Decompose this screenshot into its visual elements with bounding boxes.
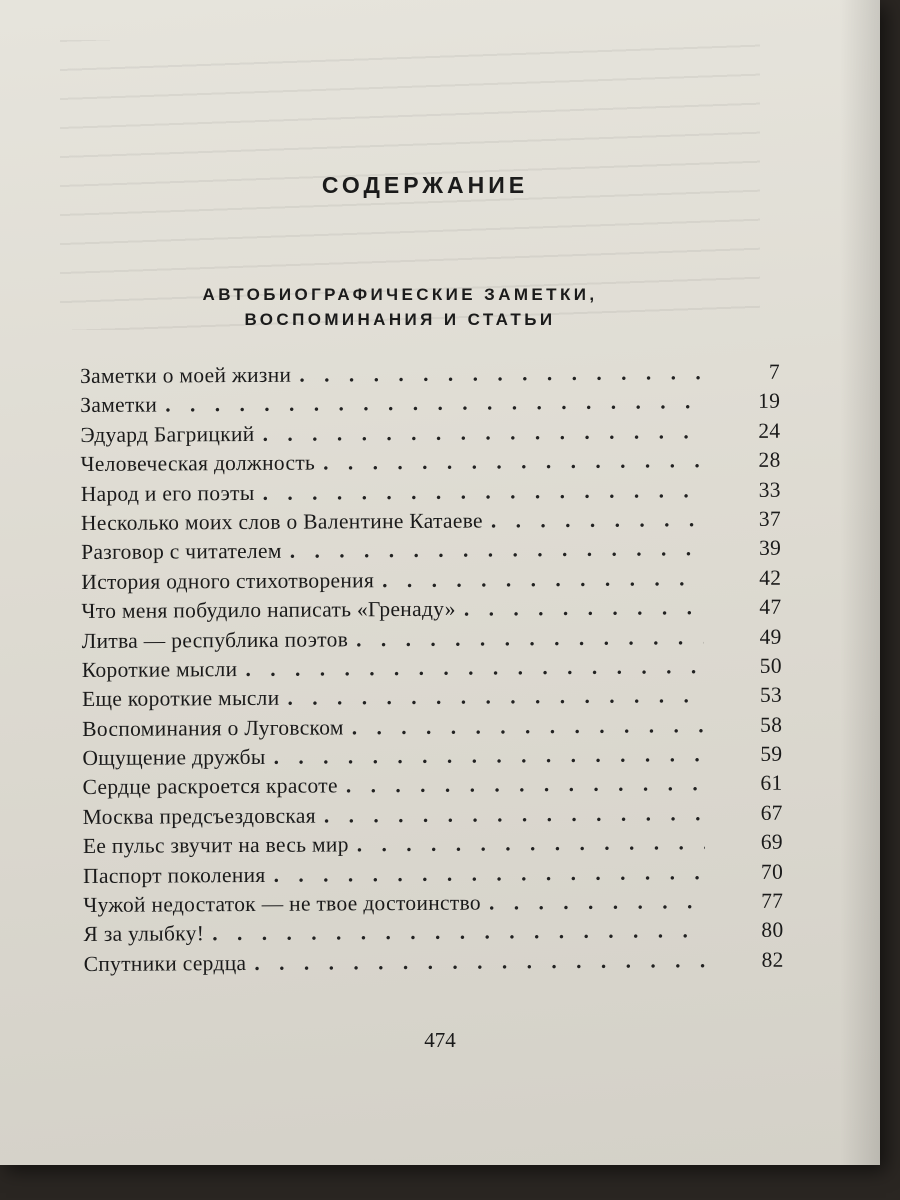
- toc-entry: [80, 360, 780, 394]
- leader-dots: [356, 625, 704, 652]
- toc-entry-title: Заметки о моей жизни: [80, 362, 292, 388]
- toc-entry-title: Человеческая должность: [80, 450, 316, 477]
- toc-entry: [82, 624, 782, 658]
- toc-entry: [80, 419, 780, 453]
- leader-dots: [299, 360, 702, 387]
- toc-entry-title: Сердце раскроется красоте: [82, 773, 338, 800]
- toc-entry-page: 49: [759, 624, 782, 649]
- toc-entry-page: 61: [760, 771, 783, 796]
- toc-entry-title: Спутники сердца: [83, 950, 247, 976]
- toc-entry-page: 7: [768, 359, 781, 384]
- leader-dots: [382, 566, 703, 593]
- toc-entry-page: 50: [759, 653, 782, 678]
- toc-entry-title: Короткие мысли: [81, 656, 238, 682]
- leader-dots: [324, 801, 705, 828]
- toc-entry-title: Эдуард Багрицкий: [80, 421, 255, 447]
- toc-entry-page: 77: [761, 888, 784, 913]
- toc-entry-title: Заметки: [80, 392, 158, 418]
- leader-dots: [357, 830, 705, 857]
- toc-entry: [84, 948, 784, 982]
- page-number: 474: [424, 1028, 456, 1052]
- toc-entry-title: Москва предсъездовская: [82, 803, 316, 829]
- leader-dots: [245, 654, 704, 682]
- leader-dots: [274, 860, 706, 888]
- toc-entry: [83, 859, 783, 893]
- leader-dots: [323, 448, 703, 475]
- toc-entry-title: Воспоминания о Луговском: [82, 715, 344, 741]
- toc-entry-page: 28: [758, 447, 781, 473]
- leader-dots: [262, 419, 702, 447]
- toc-entry: [83, 801, 783, 835]
- leader-dots: [489, 889, 706, 915]
- toc-entry: [82, 742, 782, 776]
- toc-entry-page: 33: [758, 477, 781, 502]
- toc-entry-title: Паспорт поколения: [83, 862, 266, 888]
- toc-entry-page: 70: [760, 859, 784, 884]
- toc-entry: [82, 712, 782, 746]
- leader-dots: [464, 595, 704, 621]
- toc-entry-title: Ее пульс звучит на весь мир: [82, 832, 349, 859]
- toc-entry-page: 39: [758, 536, 782, 561]
- leader-dots: [346, 772, 705, 799]
- toc-entry: [81, 595, 781, 629]
- toc-entry: [81, 507, 781, 541]
- toc-entry: [81, 477, 781, 511]
- toc-entry-page: 59: [760, 741, 783, 766]
- leader-dots: [491, 507, 703, 533]
- toc-entry-page: 82: [761, 947, 784, 972]
- toc-entry-page: 42: [759, 565, 782, 590]
- toc-entry-page: 53: [759, 683, 783, 708]
- toc-entry: [83, 889, 783, 923]
- toc-entry-page: 37: [758, 506, 782, 531]
- toc-entry-page: 19: [758, 389, 781, 414]
- leader-dots: [165, 390, 702, 418]
- toc-entry-title: Несколько моих слов о Валентине Катаеве: [80, 508, 483, 535]
- section-title-line-1: АВТОБИОГРАФИЧЕСКИЕ ЗАМЕТКИ,: [202, 285, 598, 304]
- toc-entry: [83, 830, 783, 864]
- toc-entry-title: Чужой недостаток — не твое достоинство: [83, 890, 481, 918]
- leader-dots: [290, 537, 704, 565]
- toc-entry: [83, 771, 783, 805]
- toc-entry-title: Разговор с читателем: [81, 539, 282, 565]
- toc-entry-page: 58: [760, 712, 783, 737]
- toc-entry-title: Что меня побудило написать «Гренаду»: [81, 596, 456, 624]
- toc-entry-title: История одного стихотворения: [81, 567, 375, 594]
- leader-dots: [254, 948, 706, 976]
- toc-entry-title: Я за улыбку!: [83, 921, 205, 947]
- toc-entry-title: Ощущение дружбы: [82, 744, 266, 771]
- section-title-line-2: ВОСПОМИНАНИЯ И СТАТЬИ: [244, 310, 556, 329]
- toc-entry: [82, 683, 782, 717]
- leader-dots: [274, 742, 705, 770]
- contents-heading: СОДЕРЖАНИЕ: [321, 172, 529, 198]
- toc-entry-title: Еще короткие мысли: [81, 686, 280, 712]
- leader-dots: [212, 919, 705, 947]
- toc-entry-page: 80: [761, 918, 784, 943]
- leader-dots: [352, 713, 705, 740]
- toc-entry: [81, 536, 781, 570]
- toc-entry-page: 67: [760, 800, 783, 825]
- toc-entry-page: 47: [759, 594, 782, 619]
- toc-entry: [81, 565, 781, 599]
- table-of-contents: [80, 360, 784, 981]
- toc-entry-title: Народ и его поэты: [80, 480, 255, 506]
- toc-entry: [80, 389, 780, 423]
- leader-dots: [287, 683, 704, 711]
- toc-entry: [82, 654, 782, 688]
- toc-entry-page: 69: [760, 829, 784, 855]
- toc-entry: [81, 448, 781, 482]
- toc-entry-title: Литва — республика поэтов: [81, 626, 349, 653]
- leader-dots: [263, 478, 703, 506]
- toc-entry-page: 24: [758, 418, 781, 443]
- toc-entry: [83, 918, 783, 952]
